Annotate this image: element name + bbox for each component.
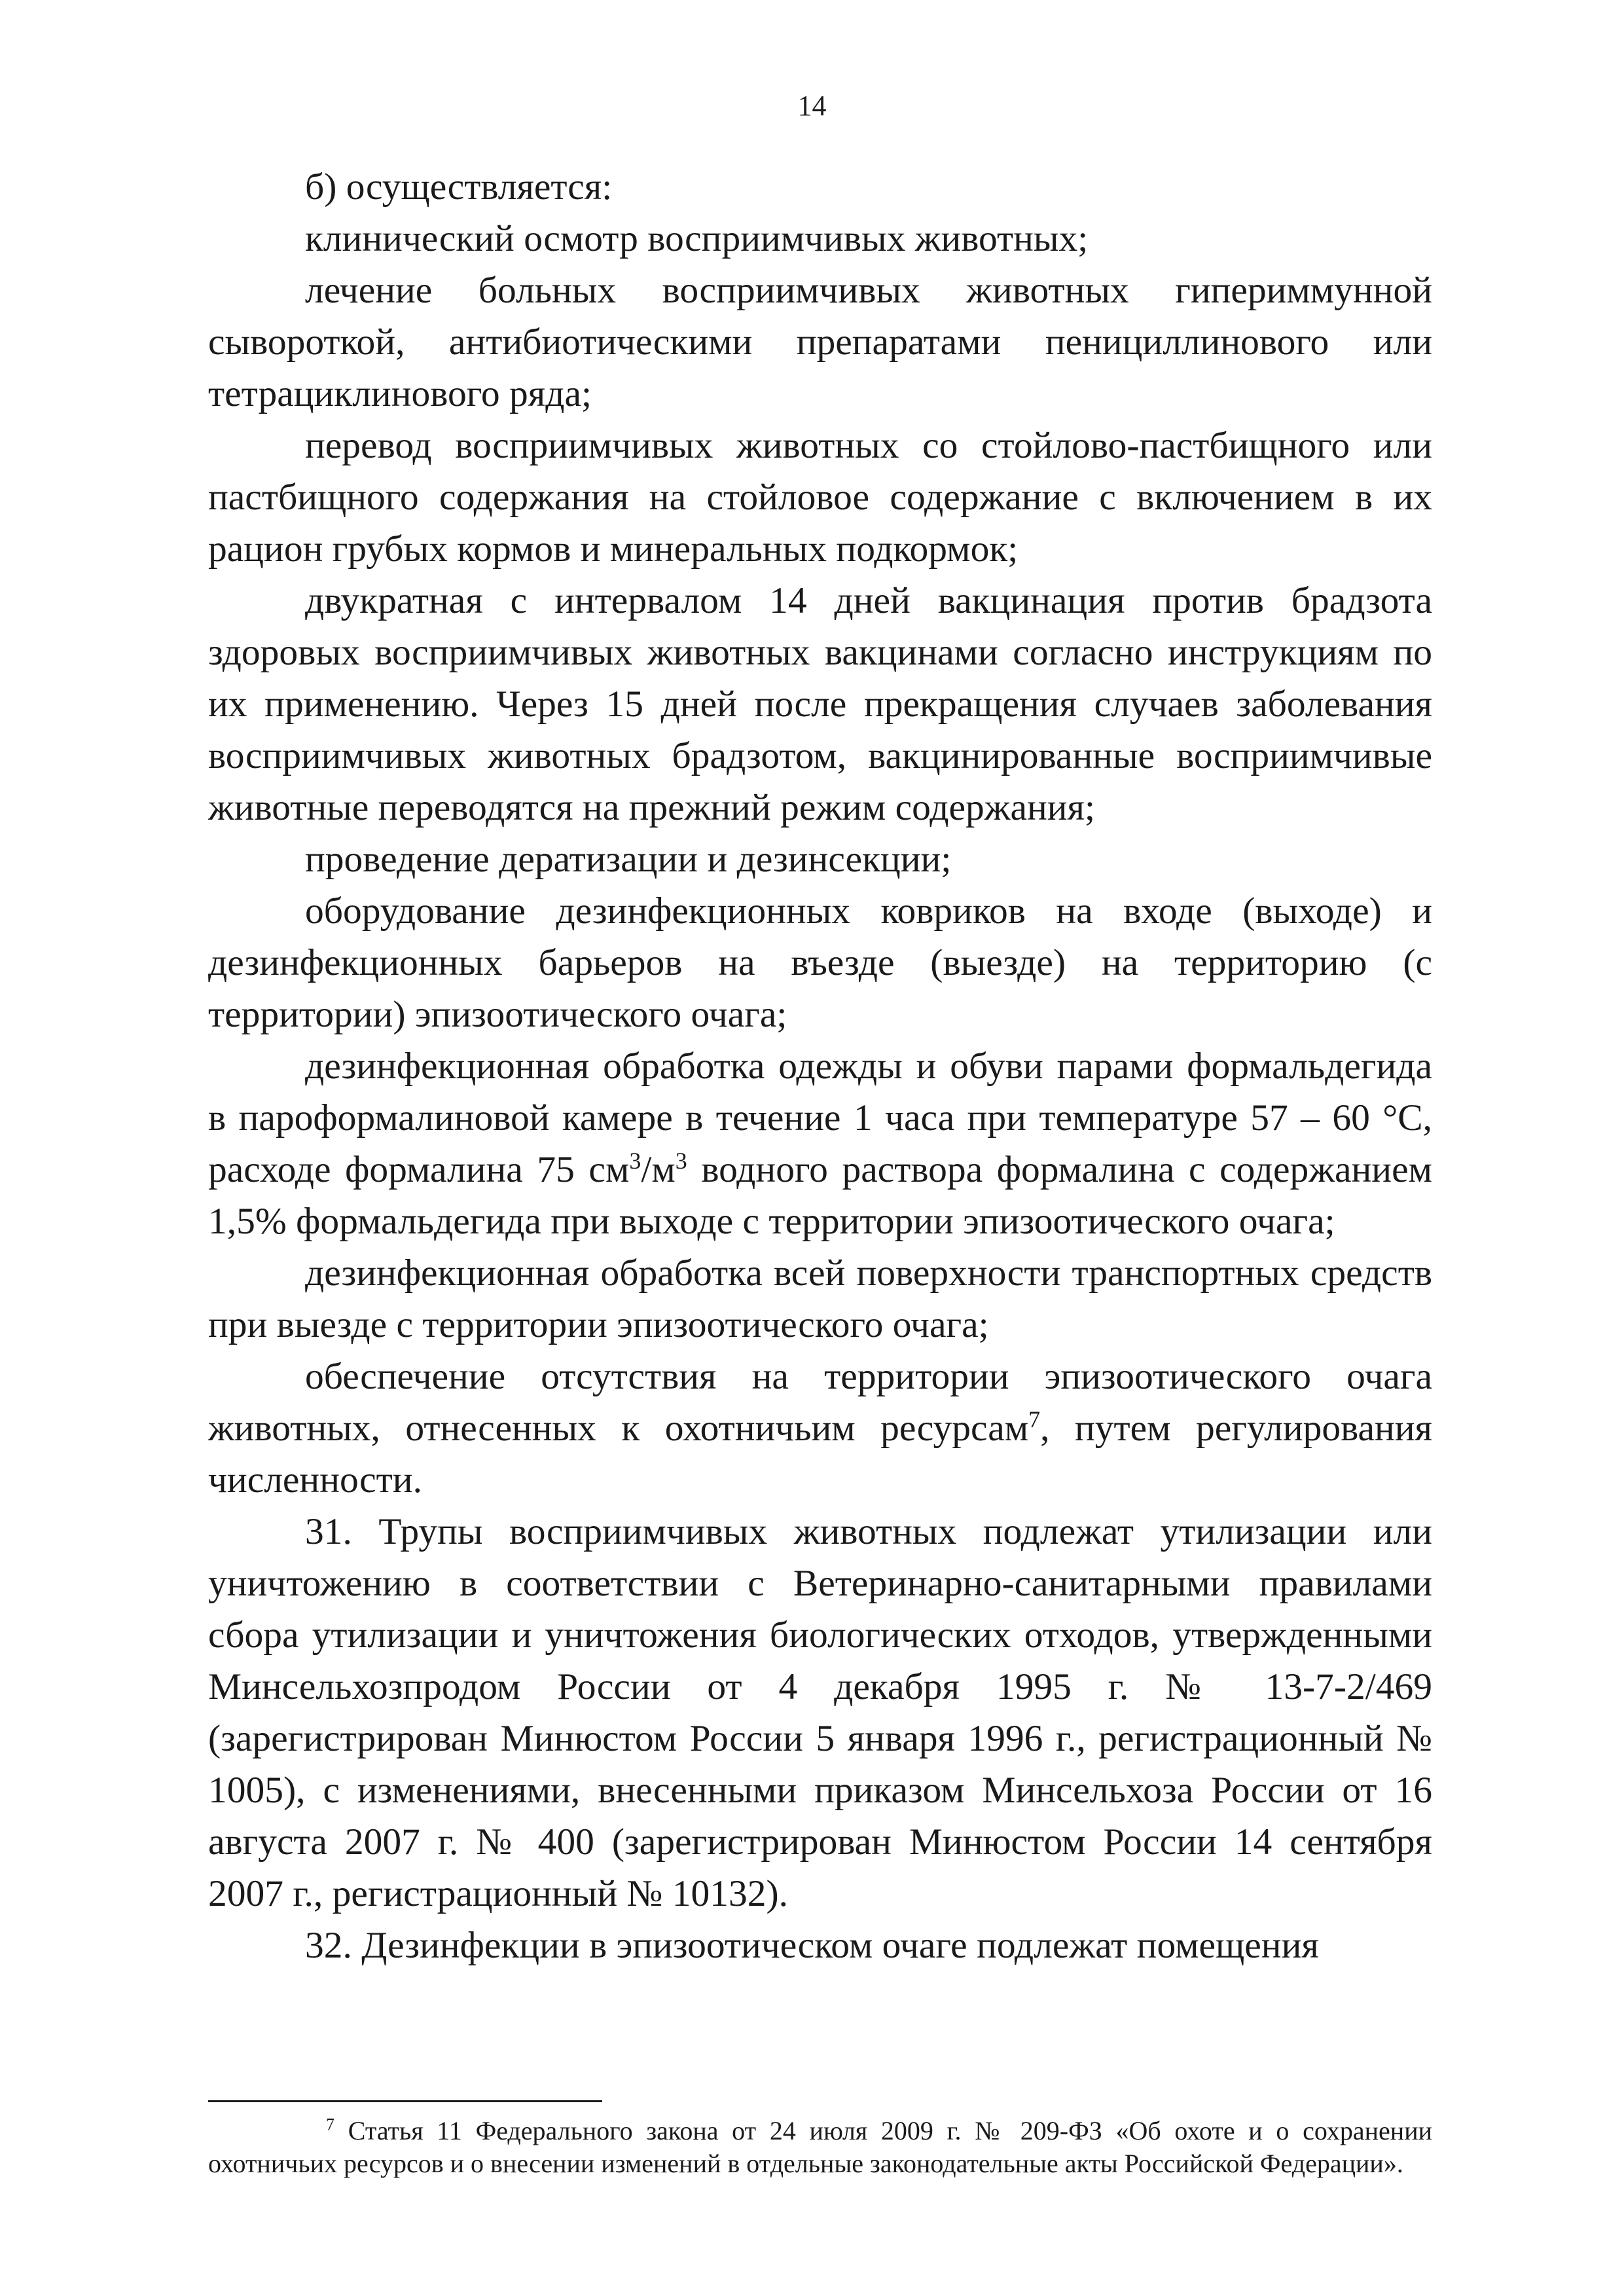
- main-text: [208, 161, 1432, 1971]
- paragraph: перевод восприимчивых животных со стойлово-пастбищного или пастбищного содержания на стойловое содержание с включением в их рацион грубых кормов и минеральных подкормок;: [208, 425, 1432, 570]
- footnote-text: Статья 11 Федерального закона от 24 июля 2009 г. № 209-ФЗ «Об охоте и о сохранении охотничьих ресурсов и о внесении изменений в отдельные законодательные акты Российской Федерации».: [208, 2116, 1432, 2178]
- paragraph-transport: дезинфекционная обработка всей поверхности транспортных средств при выезде с территории эпизоотического очага;: [208, 1252, 1432, 1345]
- paragraph-32: 32. Дезинфекции в эпизоотическом очаге подлежат помещения: [305, 1925, 1319, 1966]
- text-segment: водного раствора формалина с содержанием 1,5% формальдегида при выходе с территории эпизоотического очага;: [208, 1149, 1432, 1242]
- footnote-separator: [208, 2100, 602, 2102]
- text-segment: обеспечение отсутствия на территории эпизоотического очага животных, отнесенных к охотничьим ресурсам: [208, 1356, 1432, 1449]
- superscript: 3: [629, 1147, 641, 1174]
- paragraph-31: 31. Трупы восприимчивых животных подлежат утилизации или уничтожению в соответствии с Ветеринарно-санитарными правилами сбора утилизации и уничтожения биологических отходов, утвержденными Минсельхозпродом России от 4 декабря 1995 г. № 13-7-2/469 (зарегистрирован Минюстом России 5 января 1996 г., регистрационный № 1005), с изменениями, внесенными приказом Минсельхоза России от 16 августа 2007 г. № 400 (зарегистрирован Минюстом России 14 сентября 2007 г., регистрационный № 10132).: [208, 1511, 1432, 1914]
- paragraph: оборудование дезинфекционных ковриков на входе (выходе) и дезинфекционных барьеров на въезде (выезде) на территорию (с территории) эпизоотического очага;: [208, 890, 1432, 1035]
- paragraph: лечение больных восприимчивых животных гипериммунной сывороткой, антибиотическими препаратами пенициллинового или тетрациклинового ряда;: [208, 270, 1432, 414]
- text-segment: , путем регулирования численности.: [208, 1408, 1432, 1501]
- text-segment: дезинфекционная обработка одежды и обуви парами формальдегида в пароформалиновой камере в течение 1 часа при температуре 57 – 60 °С, расходе формалина 75 см: [208, 1046, 1432, 1190]
- footnote-marker: 7: [326, 2115, 334, 2134]
- paragraph: проведение дератизации и дезинсекции;: [305, 839, 952, 880]
- footnote: [208, 2115, 1432, 2180]
- paragraph: б) осуществляется:: [305, 166, 613, 208]
- superscript: 3: [675, 1147, 687, 1174]
- paragraph-hunting: [208, 1351, 1432, 1506]
- footnote-reference: 7: [1028, 1406, 1041, 1432]
- text-segment: /м: [641, 1149, 676, 1190]
- paragraph: клинический осмотр восприимчивых животных;: [305, 218, 1089, 259]
- page-number: 14: [797, 90, 827, 122]
- paragraph: двукратная с интервалом 14 дней вакцинация против брадзота здоровых восприимчивых животных вакцинами согласно инструкциям по их применению. Через 15 дней после прекращения случаев заболевания восприимчивых животных брадзотом, вакцинированные восприимчивые животные переводятся на прежний режим содержания;: [208, 580, 1432, 828]
- paragraph-disinfection: [208, 1040, 1432, 1247]
